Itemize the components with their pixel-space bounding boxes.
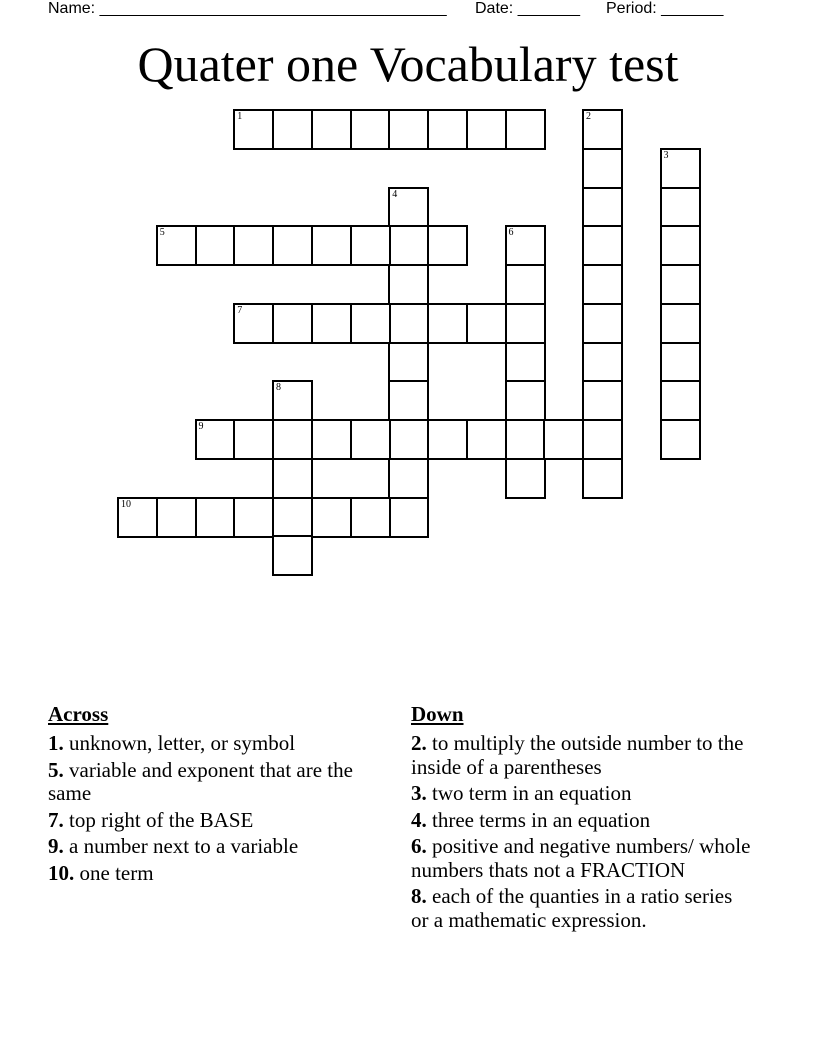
crossword-cell[interactable] bbox=[388, 380, 429, 421]
crossword-cell[interactable] bbox=[660, 187, 701, 228]
crossword-cell[interactable] bbox=[117, 497, 158, 538]
crossword-cell[interactable] bbox=[427, 109, 468, 150]
crossword-cell[interactable] bbox=[582, 342, 623, 383]
name-field-label[interactable]: Name: _______________________________________ bbox=[48, 0, 447, 17]
crossword-cell[interactable] bbox=[660, 148, 701, 189]
crossword-cell[interactable] bbox=[505, 109, 546, 150]
crossword-cell[interactable] bbox=[350, 109, 391, 150]
crossword-cell[interactable] bbox=[272, 458, 313, 499]
crossword-cell[interactable] bbox=[505, 342, 546, 383]
crossword-cell[interactable] bbox=[388, 342, 429, 383]
page-title: Quater one Vocabulary test bbox=[137, 36, 679, 92]
crossword-cell[interactable] bbox=[505, 458, 546, 499]
crossword-cell[interactable] bbox=[582, 419, 623, 460]
crossword-cell[interactable] bbox=[233, 303, 274, 344]
clue-number: 8 bbox=[276, 382, 281, 394]
crossword-cell[interactable] bbox=[466, 303, 507, 344]
across-clue-7: 7. top right of the BASE bbox=[48, 807, 254, 832]
crossword-cell[interactable] bbox=[388, 497, 429, 538]
clue-number: 9 bbox=[198, 421, 204, 432]
crossword-cell[interactable] bbox=[233, 419, 274, 460]
across-clue-9: 9. a number next to a variable bbox=[48, 834, 299, 858]
crossword-cell[interactable] bbox=[427, 303, 468, 344]
crossword-cell[interactable] bbox=[582, 148, 623, 189]
crossword-cell[interactable] bbox=[195, 419, 236, 460]
down-clue-2: 2. to multiply the outside number to the inside of a parentheses bbox=[411, 731, 744, 779]
crossword-cell[interactable] bbox=[466, 419, 507, 460]
down-clue-6: 6. positive and negative numbers/ whole numbers thats not a FRACTION bbox=[411, 834, 751, 882]
crossword-cell[interactable] bbox=[272, 419, 313, 460]
crossword-cell[interactable] bbox=[233, 497, 274, 538]
across-heading: Across bbox=[48, 702, 109, 726]
crossword-cell[interactable] bbox=[388, 458, 429, 499]
crossword-cell[interactable] bbox=[350, 419, 391, 460]
clue-number: 3 bbox=[663, 149, 669, 161]
crossword-cell[interactable] bbox=[582, 380, 623, 421]
crossword-cell[interactable] bbox=[505, 380, 546, 421]
crossword-cell[interactable] bbox=[388, 187, 429, 228]
crossword-cell[interactable] bbox=[311, 225, 352, 266]
crossword-cell[interactable] bbox=[582, 187, 623, 228]
across-clues bbox=[48, 702, 378, 888]
crossword-cell[interactable] bbox=[388, 109, 429, 150]
down-clue-3: 3. two term in an equation bbox=[411, 781, 632, 805]
crossword-cell[interactable] bbox=[388, 303, 429, 344]
crossword-cell[interactable] bbox=[660, 225, 701, 266]
clue-number: 1 bbox=[237, 111, 243, 122]
crossword-cell[interactable] bbox=[427, 419, 468, 460]
clue-number: 6 bbox=[508, 227, 514, 239]
crossword-cell[interactable] bbox=[505, 303, 546, 344]
crossword-cell[interactable] bbox=[156, 225, 197, 266]
down-clue-8: 8. each of the quanties in a ratio series or a mathematic expression. bbox=[411, 884, 733, 932]
crossword-cell[interactable] bbox=[156, 497, 197, 538]
crossword-cell[interactable] bbox=[582, 109, 623, 150]
crossword-cell[interactable] bbox=[505, 419, 546, 460]
clue-number: 2 bbox=[586, 111, 591, 122]
crossword-cell[interactable] bbox=[311, 109, 352, 150]
crossword-cell[interactable] bbox=[466, 109, 507, 150]
crossword-cell[interactable] bbox=[311, 303, 352, 344]
crossword-cell[interactable] bbox=[272, 380, 313, 421]
crossword-cell[interactable] bbox=[272, 303, 313, 344]
across-clue-1: 1. unknown, letter, or symbol bbox=[48, 731, 296, 755]
crossword-cell[interactable] bbox=[311, 419, 352, 460]
crossword-cell[interactable] bbox=[272, 497, 313, 538]
crossword-cell[interactable] bbox=[582, 225, 623, 266]
clue-number: 10 bbox=[121, 498, 131, 510]
crossword-cell[interactable] bbox=[195, 225, 236, 266]
crossword-cell[interactable] bbox=[543, 419, 584, 460]
crossword-cell[interactable] bbox=[582, 458, 623, 499]
crossword-cell[interactable] bbox=[388, 419, 429, 460]
crossword-cell[interactable] bbox=[350, 497, 391, 538]
crossword-cell[interactable] bbox=[427, 225, 468, 266]
crossword-cell[interactable] bbox=[350, 225, 391, 266]
clue-number: 5 bbox=[159, 227, 165, 239]
clue-number: 4 bbox=[392, 188, 398, 200]
date-field-label[interactable]: Date: _______ bbox=[475, 0, 580, 17]
crossword-cell[interactable] bbox=[233, 109, 274, 150]
crossword-cell[interactable] bbox=[350, 303, 391, 344]
crossword-cell[interactable] bbox=[582, 303, 623, 344]
clue-number: 7 bbox=[237, 304, 243, 316]
crossword-cell[interactable] bbox=[582, 264, 623, 305]
crossword-cell[interactable] bbox=[388, 225, 429, 266]
crossword-cell[interactable] bbox=[660, 380, 701, 421]
crossword-cell[interactable] bbox=[660, 419, 701, 460]
down-clues bbox=[411, 702, 751, 935]
crossword-cell[interactable] bbox=[660, 342, 701, 383]
crossword-cell[interactable] bbox=[272, 109, 313, 150]
crossword-cell[interactable] bbox=[272, 225, 313, 266]
crossword-cell[interactable] bbox=[505, 225, 546, 266]
crossword-cell[interactable] bbox=[233, 225, 274, 266]
crossword-cell[interactable] bbox=[195, 497, 236, 538]
crossword-cell[interactable] bbox=[660, 303, 701, 344]
period-field-label[interactable]: Period: _______ bbox=[606, 0, 724, 17]
crossword-cell[interactable] bbox=[660, 264, 701, 305]
crossword-cell[interactable] bbox=[272, 535, 313, 576]
crossword-cell[interactable] bbox=[505, 264, 546, 305]
down-clue-4: 4. three terms in an equation bbox=[411, 807, 651, 832]
across-clue-5: 5. variable and exponent that are the same bbox=[48, 757, 353, 805]
across-clue-10: 10. one term bbox=[48, 860, 154, 885]
down-heading: Down bbox=[411, 702, 464, 726]
crossword-cell[interactable] bbox=[388, 264, 429, 305]
crossword-cell[interactable] bbox=[311, 497, 352, 538]
